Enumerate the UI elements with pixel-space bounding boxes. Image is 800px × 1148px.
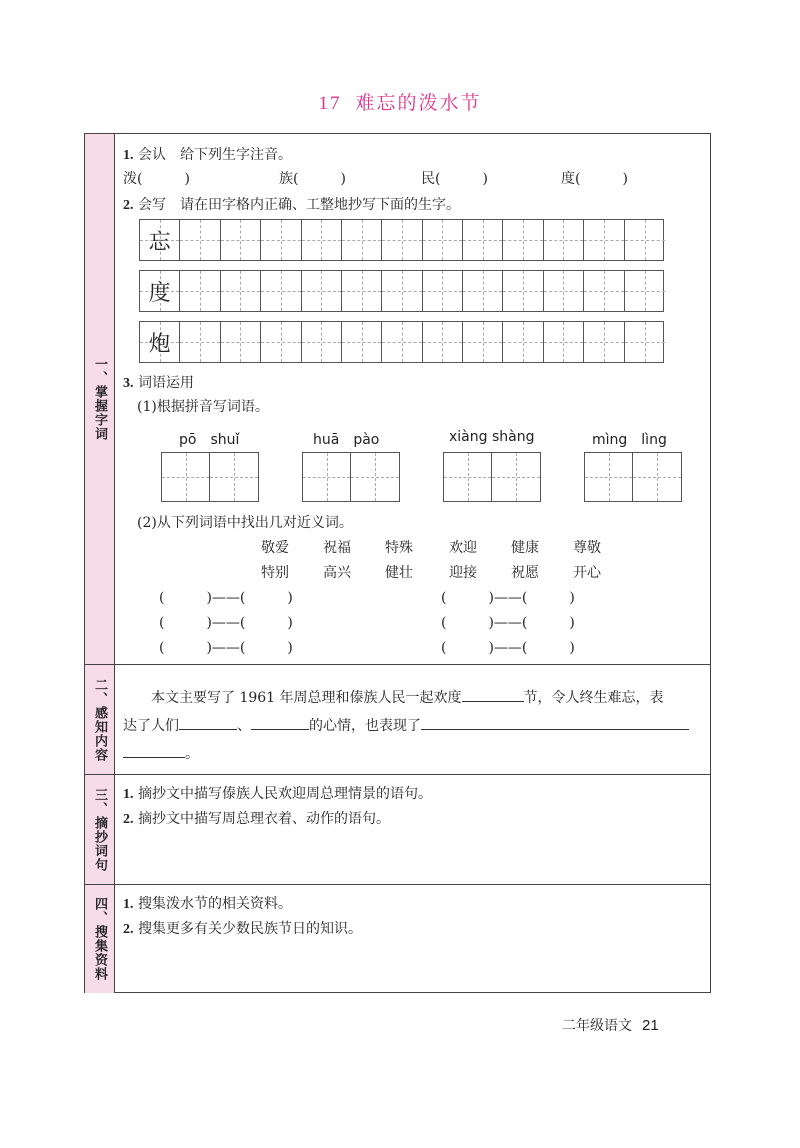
- synonym-pair-blank[interactable]: ( )——( ): [159, 615, 293, 631]
- grid-cell[interactable]: [180, 220, 220, 260]
- research-task-1: 1. 搜集泼水节的相关资料。: [123, 896, 292, 912]
- pinyin-word-label: mìng lìng: [592, 432, 667, 448]
- section-label-box: [85, 885, 115, 993]
- vocab-word: 尊敬: [573, 540, 601, 556]
- section-label: 四、搜集资料: [92, 897, 107, 981]
- grid-cell[interactable]: [180, 322, 220, 362]
- vocab-word: 高兴: [323, 565, 351, 581]
- section-label: 三、摘抄词句: [92, 787, 107, 872]
- page-number: 21: [642, 1017, 659, 1034]
- grid-cell[interactable]: [584, 271, 624, 311]
- grid-cell[interactable]: [342, 322, 382, 362]
- summary-line-2: 达了人们 、 的心情，也表现了: [123, 715, 689, 735]
- answer-box[interactable]: [443, 452, 541, 502]
- grid-cell[interactable]: [544, 220, 584, 260]
- worksheet-table: [84, 133, 711, 993]
- synonym-pair-blank[interactable]: ( )——( ): [441, 615, 575, 631]
- footer-text: 二年级语文: [562, 1018, 632, 1034]
- section-comprehension: [85, 665, 710, 775]
- lesson-title: 难忘的泼水节: [355, 92, 482, 114]
- grid-cell[interactable]: [544, 271, 584, 311]
- question-3-1: (1)根据拼音写词语。: [137, 399, 269, 415]
- excerpt-task-1: 1. 摘抄文中描写傣族人民欢迎周总理情景的语句。: [123, 786, 432, 802]
- grid-cell[interactable]: [625, 322, 665, 362]
- grid-cell[interactable]: [342, 220, 382, 260]
- grid-cell[interactable]: [302, 271, 342, 311]
- grid-cell[interactable]: [423, 271, 463, 311]
- grid-cell[interactable]: [221, 220, 261, 260]
- vocab-word: 健康: [511, 540, 539, 556]
- model-character-cell: [140, 322, 180, 362]
- model-character-cell: [140, 271, 180, 311]
- model-character: 度: [148, 280, 171, 306]
- grid-cell[interactable]: [584, 322, 624, 362]
- pinyin-blank-1[interactable]: 泼( ): [123, 171, 190, 187]
- model-character-cell: [140, 220, 180, 260]
- lesson-number: 17: [318, 93, 342, 114]
- grid-cell[interactable]: [625, 220, 665, 260]
- pinyin-blank-4[interactable]: 度( ): [561, 171, 628, 187]
- section-vocabulary: [85, 134, 710, 665]
- page-title: [0, 88, 800, 115]
- pinyin-word-label: xiàng shàng: [449, 429, 535, 445]
- grid-cell[interactable]: [625, 271, 665, 311]
- pinyin-blank-3[interactable]: 民( ): [421, 171, 488, 187]
- research-task-2: 2. 搜集更多有关少数民族节日的知识。: [123, 921, 362, 937]
- grid-cell[interactable]: [503, 322, 543, 362]
- question-1: 1. 会认 给下列生字注音。: [123, 147, 292, 163]
- section-label-box: [85, 134, 115, 664]
- writing-grid-row[interactable]: [139, 270, 664, 312]
- vocab-word: 开心: [573, 565, 601, 581]
- grid-cell[interactable]: [302, 220, 342, 260]
- grid-cell[interactable]: [342, 271, 382, 311]
- question-2: 2. 会写 请在田字格内正确、工整地抄写下面的生字。: [123, 197, 460, 213]
- question-3: 3. 词语运用: [123, 375, 194, 391]
- grid-cell[interactable]: [382, 322, 422, 362]
- grid-cell[interactable]: [382, 220, 422, 260]
- grid-cell[interactable]: [503, 271, 543, 311]
- section-label: 二、感知内容: [92, 677, 107, 762]
- fill-blank[interactable]: [421, 716, 689, 730]
- grid-cell[interactable]: [544, 322, 584, 362]
- synonym-pair-blank[interactable]: ( )——( ): [159, 640, 293, 656]
- grid-cell[interactable]: [180, 271, 220, 311]
- vocab-word: 健壮: [385, 565, 413, 581]
- grid-cell[interactable]: [463, 271, 503, 311]
- pinyin-word-label: huā pào: [313, 432, 380, 448]
- question-3-2: (2)从下列词语中找出几对近义词。: [137, 515, 353, 531]
- page-footer: [562, 1015, 659, 1035]
- answer-box[interactable]: [161, 452, 259, 502]
- grid-cell[interactable]: [423, 220, 463, 260]
- grid-cell[interactable]: [221, 271, 261, 311]
- vocab-word: 敬爱: [261, 540, 289, 556]
- summary-line-1: 本文主要写了 1961 年周总理和傣族人民一起欢度 节，令人终生难忘，表: [151, 690, 664, 706]
- synonym-pair-blank[interactable]: ( )——( ): [441, 590, 575, 606]
- grid-cell[interactable]: [302, 322, 342, 362]
- model-character: 忘: [148, 229, 171, 255]
- pinyin-word-label: pō shuǐ: [179, 432, 240, 448]
- vocab-word: 欢迎: [449, 540, 477, 556]
- answer-box[interactable]: [302, 452, 400, 502]
- section-excerpt: [85, 775, 710, 885]
- fill-blank[interactable]: [123, 744, 185, 758]
- grid-cell[interactable]: [463, 220, 503, 260]
- excerpt-task-2: 2. 摘抄文中描写周总理衣着、动作的语句。: [123, 811, 390, 827]
- section-research: [85, 885, 710, 993]
- grid-cell[interactable]: [584, 220, 624, 260]
- vocab-word: 祝愿: [511, 565, 539, 581]
- writing-grid-row[interactable]: [139, 321, 664, 363]
- pinyin-blank-2[interactable]: 族( ): [279, 171, 346, 187]
- section-label-box: [85, 665, 115, 774]
- grid-cell[interactable]: [261, 220, 301, 260]
- summary-line-3: 。: [123, 743, 199, 763]
- answer-box[interactable]: [584, 452, 682, 502]
- section-label-box: [85, 775, 115, 884]
- vocab-word: 祝福: [323, 540, 351, 556]
- section-label: 一、掌握字词: [92, 357, 107, 441]
- grid-cell[interactable]: [261, 271, 301, 311]
- grid-cell[interactable]: [423, 322, 463, 362]
- grid-cell[interactable]: [382, 271, 422, 311]
- grid-cell[interactable]: [261, 322, 301, 362]
- grid-cell[interactable]: [463, 322, 503, 362]
- synonym-pair-blank[interactable]: ( )——( ): [159, 590, 293, 606]
- grid-cell[interactable]: [503, 220, 543, 260]
- synonym-pair-blank[interactable]: ( )——( ): [441, 640, 575, 656]
- fill-blank[interactable]: [462, 688, 524, 702]
- writing-grid-row[interactable]: [139, 219, 664, 261]
- fill-blank[interactable]: [179, 716, 237, 730]
- model-character: 炮: [148, 331, 171, 357]
- vocab-word: 特殊: [385, 540, 413, 556]
- fill-blank[interactable]: [251, 716, 309, 730]
- vocab-word: 特别: [261, 565, 289, 581]
- grid-cell[interactable]: [221, 322, 261, 362]
- vocab-word: 迎接: [449, 565, 477, 581]
